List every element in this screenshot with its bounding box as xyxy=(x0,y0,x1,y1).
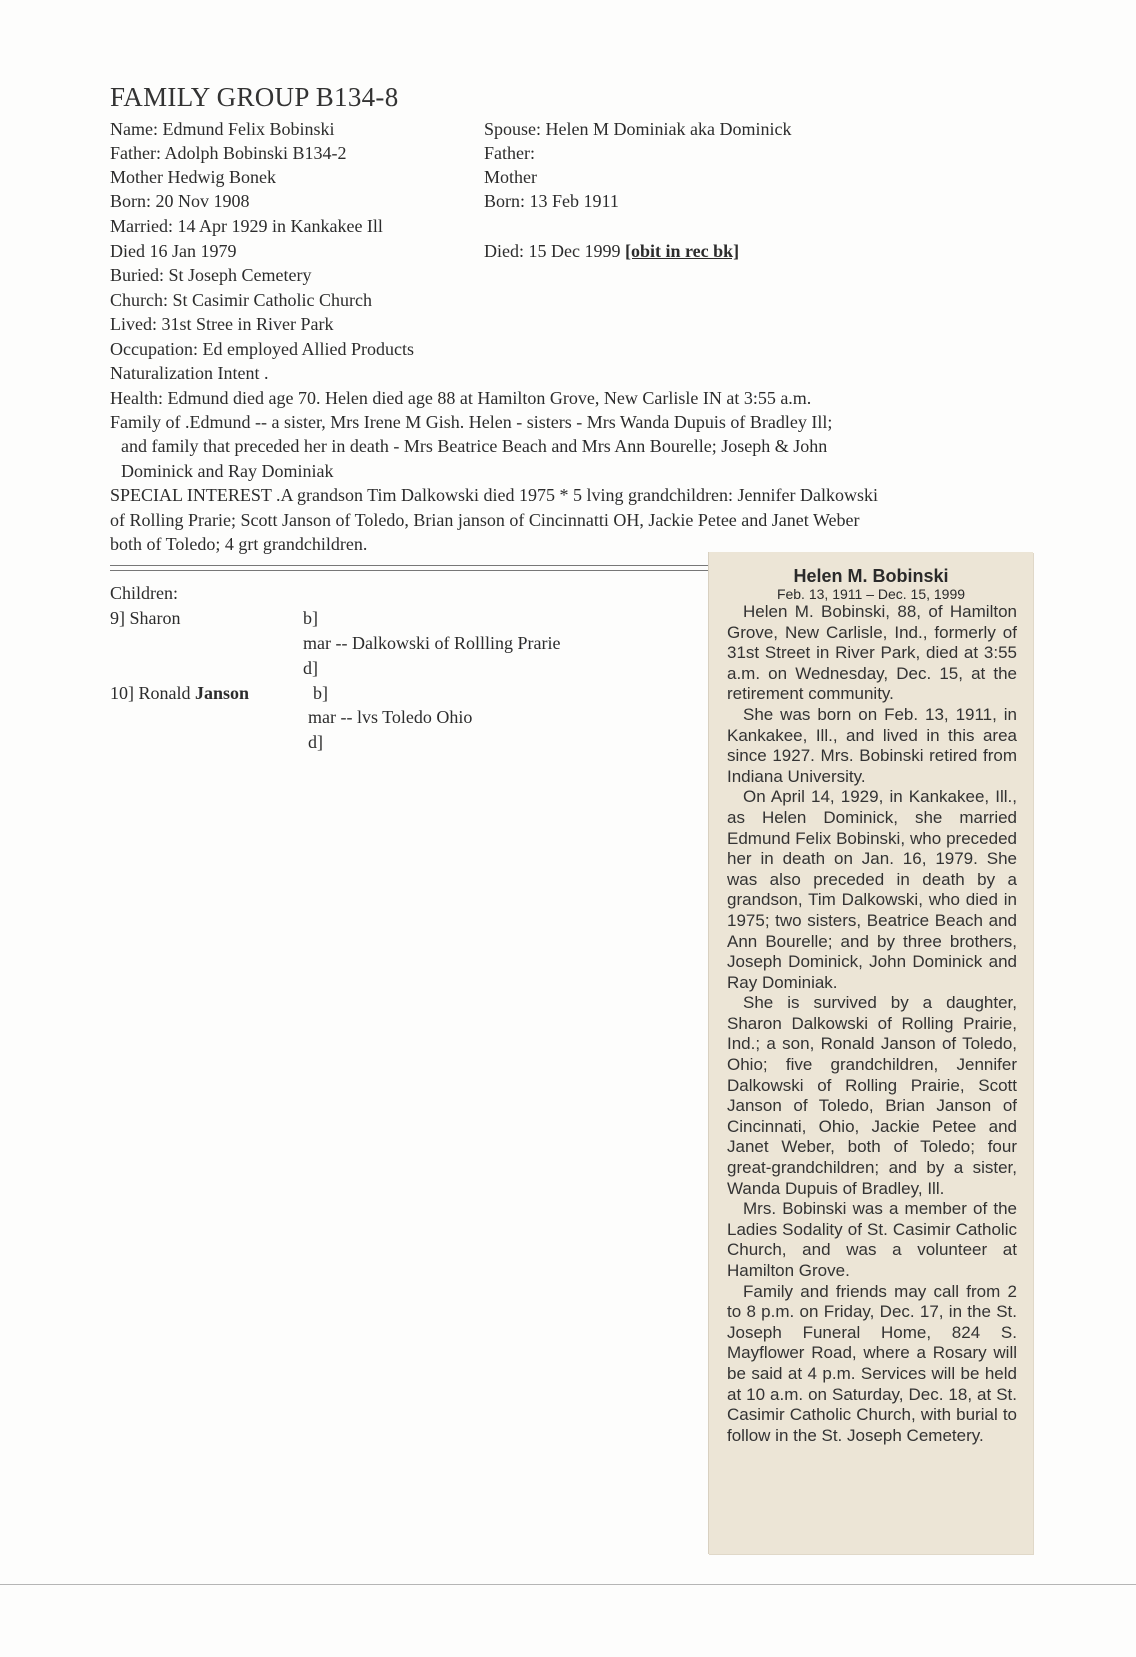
husband-church: Church: St Casimir Catholic Church xyxy=(110,290,372,310)
child-2-given-name: 10] Ronald xyxy=(110,683,195,703)
obituary-body xyxy=(727,602,1017,1446)
child-2-born: b] xyxy=(313,683,328,703)
spouse-name: Spouse: Helen M Dominiak aka Dominick xyxy=(484,119,792,139)
spouse-died xyxy=(484,241,739,261)
page-title: FAMILY GROUP B134-8 xyxy=(110,82,399,112)
family-note-line-1: Family of .Edmund -- a sister, Mrs Irene M Gish. Helen - sisters - Mrs Wanda Dupuis of Bradley Ill; xyxy=(110,412,833,432)
child-1-born: b] xyxy=(303,608,318,628)
husband-married: Married: 14 Apr 1929 in Kankakee Ill xyxy=(110,216,383,236)
obituary-paragraph: She is survived by a daughter, Sharon Dalkowski of Rolling Prairie, Ind.; a son, Ronald Janson of Toledo, Ohio; five grandchildren, Jennifer Dalkowski of Rolling Prairie, Scott Janson of Toledo, Brian Janson of Cincinnati, Ohio, Jackie Petee and Janet Weber, both of Toledo; four great-grandchildren; and by a sister, Wanda Dupuis of Bradley, Ill. xyxy=(727,993,1017,1198)
child-1-married: mar -- Dalkowski of Rollling Prarie xyxy=(303,633,561,653)
spouse-father: Father: xyxy=(484,143,535,163)
child-2-married: mar -- lvs Toledo Ohio xyxy=(308,707,473,727)
husband-father: Father: Adolph Bobinski B134-2 xyxy=(110,143,347,163)
child-2-surname: Janson xyxy=(195,683,250,703)
obituary-paragraph: She was born on Feb. 13, 1911, in Kankakee, Ill., and lived in this area since 1927. Mrs. Bobinski retired from Indiana University. xyxy=(727,704,1017,786)
obituary-paragraph: Family and friends may call from 2 to 8 p.m. on Friday, Dec. 17, in the St. Joseph Funeral Home, 824 S. Mayflower Road, where a Rosary will be said at 4 p.m. Services will be held at 10 a.m. on Saturday, Dec. 18, at St. Casimir Catholic Church, with burial to follow in the St. Joseph Cemetery. xyxy=(727,1281,1017,1445)
husband-name: Name: Edmund Felix Bobinski xyxy=(110,119,335,139)
child-1-died: d] xyxy=(303,658,318,678)
husband-lived: Lived: 31st Stree in River Park xyxy=(110,314,334,334)
husband-occupation: Occupation: Ed employed Allied Products xyxy=(110,339,414,359)
husband-buried: Buried: St Joseph Cemetery xyxy=(110,265,312,285)
obituary-headline: Helen M. Bobinski xyxy=(793,566,949,586)
child-2-name xyxy=(110,683,249,703)
husband-died: Died 16 Jan 1979 xyxy=(110,241,237,261)
obituary-paragraph: Mrs. Bobinski was a member of the Ladies Sodality of St. Casimir Catholic Church, and was a volunteer at Hamilton Grove. xyxy=(727,1199,1017,1280)
spouse-died-date: Died: 15 Dec 1999 xyxy=(484,241,625,261)
special-interest-line-3: both of Toledo; 4 grt grandchildren. xyxy=(110,534,368,554)
child-1-name: 9] Sharon xyxy=(110,608,181,628)
special-interest-line-2: of Rolling Prarie; Scott Janson of Toledo, Brian janson of Cincinnatti OH, Jackie Petee and Janet Weber xyxy=(110,510,860,530)
section-divider xyxy=(110,565,716,571)
page-bottom-rule xyxy=(0,1584,1136,1585)
children-heading: Children: xyxy=(110,583,178,603)
health-note: Health: Edmund died age 70. Helen died age 88 at Hamilton Grove, New Carlisle IN at 3:55 a.m. xyxy=(110,388,812,408)
spouse-born: Born: 13 Feb 1911 xyxy=(484,191,619,211)
obituary-paragraph: Helen M. Bobinski, 88, of Hamilton Grove, New Carlisle, Ind., formerly of 31st Street in River Park, died at 3:55 a.m. on Wednesday, Dec. 15, at the retirement community. xyxy=(727,602,1017,704)
obituary-paragraph: On April 14, 1929, in Kankakee, Ill., as Helen Dominick, she married Edmund Felix Bobinski, who preceded her in death on Jan. 16, 1979. She was also preceded in death by a grandson, Tim Dalkowski, who died in 1975; two sisters, Beatrice Beach and Ann Bourelle; and by three brothers, Joseph Dominick, John Dominick and Ray Dominiak. xyxy=(727,787,1017,992)
child-2-died: d] xyxy=(308,732,323,752)
spouse-mother: Mother xyxy=(484,167,537,187)
family-note-line-2: and family that preceded her in death - Mrs Beatrice Beach and Mrs Ann Bourelle; Joseph & John xyxy=(121,436,828,456)
special-interest-line-1: SPECIAL INTEREST .A grandson Tim Dalkowski died 1975 * 5 lving grandchildren: Jennifer Dalkowski xyxy=(110,485,878,505)
obit-reference: [obit in rec bk] xyxy=(624,241,740,261)
obituary-clipping xyxy=(708,552,1033,1554)
husband-born: Born: 20 Nov 1908 xyxy=(110,191,250,211)
husband-mother: Mother Hedwig Bonek xyxy=(110,167,276,187)
obituary-dates: Feb. 13, 1911 – Dec. 15, 1999 xyxy=(776,586,966,602)
husband-naturalization: Naturalization Intent . xyxy=(110,363,269,383)
family-note-line-3: Dominick and Ray Dominiak xyxy=(121,461,334,481)
